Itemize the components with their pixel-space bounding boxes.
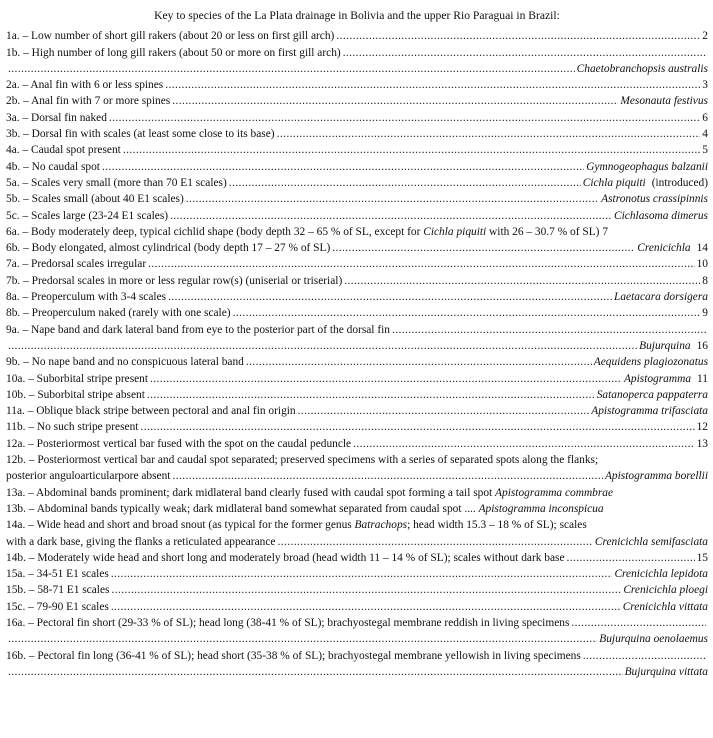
leader-dots — [8, 61, 575, 77]
key-line — [6, 338, 708, 354]
key-line — [6, 599, 708, 615]
leader-dots — [233, 305, 701, 321]
key-line — [6, 468, 708, 484]
leader-dots — [343, 45, 706, 61]
leader-dots — [583, 648, 706, 664]
key-lead-number: 15 — [696, 551, 708, 564]
key-line-pre: 14a. – Wide head and short and broad snout (as typical for the former genus — [6, 519, 355, 532]
key-line — [6, 517, 708, 533]
key-species-name: Crenicichla lepidota — [614, 568, 708, 581]
leader-dots — [147, 387, 595, 403]
key-line-post: ; head width 15.3 – 18 % of SL); scales — [407, 519, 587, 532]
key-species-name: Apistogramma — [623, 372, 692, 385]
key-line-text: 4a. – Caudal spot present — [6, 144, 121, 157]
key-line-text: 14b. – Moderately wide head and short long and moderately broad (head width 11 – 14 % of SL); scales without dark base — [6, 551, 565, 564]
key-line — [6, 240, 708, 256]
leader-dots — [332, 240, 635, 256]
key-line — [6, 126, 708, 142]
key-line — [6, 208, 708, 224]
key-line — [6, 77, 708, 93]
key-line-result — [702, 110, 708, 126]
leader-dots — [229, 175, 581, 191]
key-line-text: 8a. – Preoperculum with 3-4 scales — [6, 291, 167, 304]
leader-dots — [344, 273, 700, 289]
key-line — [6, 305, 708, 321]
key-species-name: Bujurquina oenolaemus — [599, 633, 708, 646]
key-line — [6, 224, 708, 240]
key-line-text — [6, 452, 598, 468]
key-species-name: Gymnogeophagus balzanii — [586, 160, 708, 173]
leader-dots — [8, 664, 623, 680]
key-line-text: 1b. – High number of long gill rakers (about 50 or more on first gill arch) — [6, 46, 341, 59]
leader-dots — [165, 77, 700, 93]
key-line-result — [637, 240, 708, 256]
key-species-name: Apistogramma trifasciata — [591, 405, 708, 418]
key-line-text: 11b. – No such stripe present — [6, 421, 139, 434]
key-line-result — [702, 126, 708, 142]
key-line-result — [702, 28, 708, 44]
key-species-name: Aequidens plagiozonatus — [593, 356, 708, 369]
leader-dots — [571, 615, 706, 631]
key-line-text: posterior anguloarticularpore absent — [6, 470, 171, 483]
key-line-text: 12a. – Posteriormost vertical bar fused with the spot on the caudal peduncle — [6, 437, 352, 450]
key-line-result — [702, 305, 708, 321]
key-lead-number: 2 — [702, 30, 708, 43]
key-line-text: 3a. – Dorsal fin naked — [6, 111, 107, 124]
key-lead-number: 12 — [696, 421, 708, 434]
leader-dots — [336, 28, 700, 44]
key-line — [6, 648, 708, 664]
key-line-result — [624, 371, 708, 387]
key-line — [6, 175, 708, 191]
key-line-pre: 13b. – Abdominal bands typically weak; dark midlateral band somewhat separated from caudal spot .... — [6, 502, 479, 515]
leader-dots — [277, 534, 592, 550]
key-line — [6, 615, 708, 631]
key-line — [6, 61, 708, 77]
key-line — [6, 322, 708, 338]
leader-dots — [170, 208, 612, 224]
key-line — [6, 28, 708, 44]
key-line-result — [697, 550, 708, 566]
key-lead-number: 13 — [696, 437, 708, 450]
key-line-text: 11a. – Oblique black stripe between pectoral and anal fin origin — [6, 405, 296, 418]
key-line — [6, 142, 708, 158]
key-lead-number: 9 — [702, 307, 708, 320]
leader-dots — [298, 403, 590, 419]
key-line-text — [6, 224, 608, 240]
key-line-text: 7b. – Predorsal scales in more or less regular row(s) (uniserial or triserial) — [6, 274, 343, 287]
leader-dots — [123, 142, 700, 158]
key-line-text: 15a. – 34-51 E1 scales — [6, 568, 109, 581]
key-lead-number: 11 — [697, 372, 708, 385]
key-line-text: 16b. – Pectoral fin long (36-41 % of SL); head short (35-38 % of SL); brachyostegal membrane yellowish in living specimens — [6, 649, 581, 662]
leader-dots — [111, 566, 613, 582]
leader-dots — [111, 582, 621, 598]
key-species-name: Satanoperca pappaterra — [596, 388, 708, 401]
key-line-text: 16a. – Pectoral fin short (29-33 % of SL); head long (38-41 % of SL); brachyostegal membrane reddish in living specimens — [6, 616, 570, 629]
leader-dots — [8, 631, 597, 647]
key-species-name: Bujurquina — [639, 339, 691, 352]
leader-dots — [8, 338, 637, 354]
key-line-text: 3b. – Dorsal fin with scales (at least some close to its base) — [6, 128, 275, 141]
key-line-text: 8b. – Preoperculum naked (rarely with one scale) — [6, 307, 231, 320]
leader-dots — [148, 256, 694, 272]
key-line — [6, 371, 708, 387]
leader-dots — [109, 110, 700, 126]
key-line-text: 6b. – Body elongated, almost cylindrical (body depth 17 – 27 % of SL) — [6, 242, 331, 255]
key-line-pre: 12b. – Posteriormost vertical bar and caudal spot separated; preserved specimens with a series of separated spots along the flanks; — [6, 454, 599, 467]
key-line-pre: 6a. – Body moderately deep, typical cichlid shape (body depth 32 – 65 % of SL, except for — [6, 225, 424, 238]
key-line-pre: 13a. – Abdominal bands prominent; dark midlateral band clearly fused with caudal spot forming a tail spot — [6, 486, 496, 499]
key-lead-number: 6 — [702, 111, 708, 124]
key-line-result — [623, 582, 708, 598]
key-line — [6, 273, 708, 289]
leader-dots — [567, 550, 695, 566]
key-line — [6, 501, 708, 517]
key-line — [6, 664, 708, 680]
key-lead-number: (introduced) — [651, 176, 708, 189]
key-line — [6, 582, 708, 598]
key-line-result — [597, 387, 708, 403]
key-line-text: 2a. – Anal fin with 6 or less spines — [6, 79, 164, 92]
key-species-name: Mesonauta festivus — [620, 95, 708, 108]
key-line-text: 9b. – No nape band and no conspicuous lateral band — [6, 356, 244, 369]
key-species-name: Apistogramma inconspicua — [478, 502, 604, 515]
leader-dots — [172, 93, 618, 109]
key-line-result — [601, 191, 708, 207]
key-line — [6, 485, 708, 501]
key-line-text: 7a. – Predorsal scales irregular — [6, 258, 147, 271]
key-line — [6, 45, 708, 61]
leader-dots — [168, 289, 612, 305]
key-line-post: with 26 – 30.7 % of SL) 7 — [486, 225, 609, 238]
key-species-name: Crenicichla vittata — [622, 600, 708, 613]
key-line-text: 9a. – Nape band and dark lateral band from eye to the posterior part of the dorsal fin — [6, 323, 390, 336]
key-line-result — [614, 208, 708, 224]
key-line-result — [599, 631, 708, 647]
leader-dots — [102, 159, 584, 175]
leader-dots — [150, 371, 622, 387]
key-line-result — [594, 354, 708, 370]
leader-dots — [172, 468, 602, 484]
key-species-name: Apistogramma borellii — [604, 470, 708, 483]
key-line-result — [697, 256, 708, 272]
key-species-name: Batrachops — [354, 519, 408, 532]
key-line — [6, 534, 708, 550]
leader-dots — [186, 191, 599, 207]
leader-dots — [111, 599, 621, 615]
key-line-result — [583, 175, 708, 191]
key-line — [6, 419, 708, 435]
key-line — [6, 452, 708, 468]
key-line-text: 4b. – No caudal spot — [6, 160, 100, 173]
key-line-text: 15b. – 58-71 E1 scales — [6, 584, 110, 597]
key-line-text: 1a. – Low number of short gill rakers (about 20 or less on first gill arch) — [6, 30, 335, 43]
key-line-text: 5c. – Scales large (23-24 E1 scales) — [6, 209, 169, 222]
key-lead-number: 4 — [702, 128, 708, 141]
key-line — [6, 436, 708, 452]
key-line-text: 15c. – 79-90 E1 scales — [6, 600, 109, 613]
key-species-name: Astronotus crassipinnis — [601, 193, 708, 206]
key-species-name: Cichla piquiti — [423, 225, 487, 238]
key-line-result — [614, 566, 708, 582]
key-line-text — [6, 517, 587, 533]
key-line-text — [6, 485, 613, 501]
key-line-result — [605, 468, 708, 484]
key-line-result — [586, 159, 708, 175]
key-line — [6, 159, 708, 175]
key-line — [6, 631, 708, 647]
leader-dots — [246, 354, 592, 370]
key-line-result — [702, 142, 708, 158]
key-line — [6, 354, 708, 370]
key-species-name: Crenicichla — [637, 242, 691, 255]
leader-dots — [392, 322, 706, 338]
key-line — [6, 110, 708, 126]
key-line-result — [620, 93, 708, 109]
key-species-name: Cichla piquiti — [582, 176, 646, 189]
key-line — [6, 191, 708, 207]
key-lead-number: 14 — [696, 242, 708, 255]
key-lead-number: 8 — [702, 274, 708, 287]
key-lines — [6, 28, 708, 680]
key-line — [6, 566, 708, 582]
key-line-result — [614, 289, 708, 305]
key-line-result — [623, 599, 708, 615]
key-line — [6, 289, 708, 305]
key-line-result — [702, 77, 708, 93]
key-line-text — [6, 501, 604, 517]
key-line — [6, 387, 708, 403]
key-species-name: Laetacara dorsigera — [614, 291, 708, 304]
key-line-result — [697, 419, 708, 435]
key-line-text: 10a. – Suborbital stripe present — [6, 372, 149, 385]
key-line-result — [697, 436, 708, 452]
key-line — [6, 93, 708, 109]
key-line — [6, 256, 708, 272]
key-species-name: Chaetobranchopsis australis — [576, 62, 708, 75]
key-line — [6, 550, 708, 566]
key-lead-number: 16 — [696, 339, 708, 352]
key-lead-number: 10 — [696, 258, 708, 271]
key-line-text: 5a. – Scales very small (more than 70 E1 scales) — [6, 176, 227, 189]
key-species-name: Bujurquina vittata — [624, 665, 708, 678]
key-line-result — [702, 273, 708, 289]
key-species-name: Cichlasoma dimerus — [614, 209, 708, 222]
leader-dots — [140, 419, 694, 435]
key-line-text: 2b. – Anal fin with 7 or more spines — [6, 95, 171, 108]
key-species-name: Apistogramma commbrae — [495, 486, 614, 499]
key-lead-number: 5 — [702, 144, 708, 157]
key-species-name: Crenicichla semifasciata — [594, 535, 708, 548]
key-line-result — [639, 338, 708, 354]
key-line-result — [591, 403, 708, 419]
key-line-result — [577, 61, 708, 77]
key-species-name: Crenicichla ploegi — [623, 584, 708, 597]
key-line-text: 5b. – Scales small (about 40 E1 scales) — [6, 193, 184, 206]
key-lead-number: 3 — [702, 79, 708, 92]
key-line-text: 10b. – Suborbital stripe absent — [6, 388, 145, 401]
key-line — [6, 403, 708, 419]
key-line-result — [625, 664, 708, 680]
key-title: Key to species of the La Plata drainage in Bolivia and the upper Rio Paraguai in Brazil: — [154, 9, 560, 22]
key-line-text: with a dark base, giving the flanks a reticulated appearance — [6, 535, 276, 548]
leader-dots — [353, 436, 695, 452]
key-line-result — [595, 534, 708, 550]
leader-dots — [277, 126, 701, 142]
